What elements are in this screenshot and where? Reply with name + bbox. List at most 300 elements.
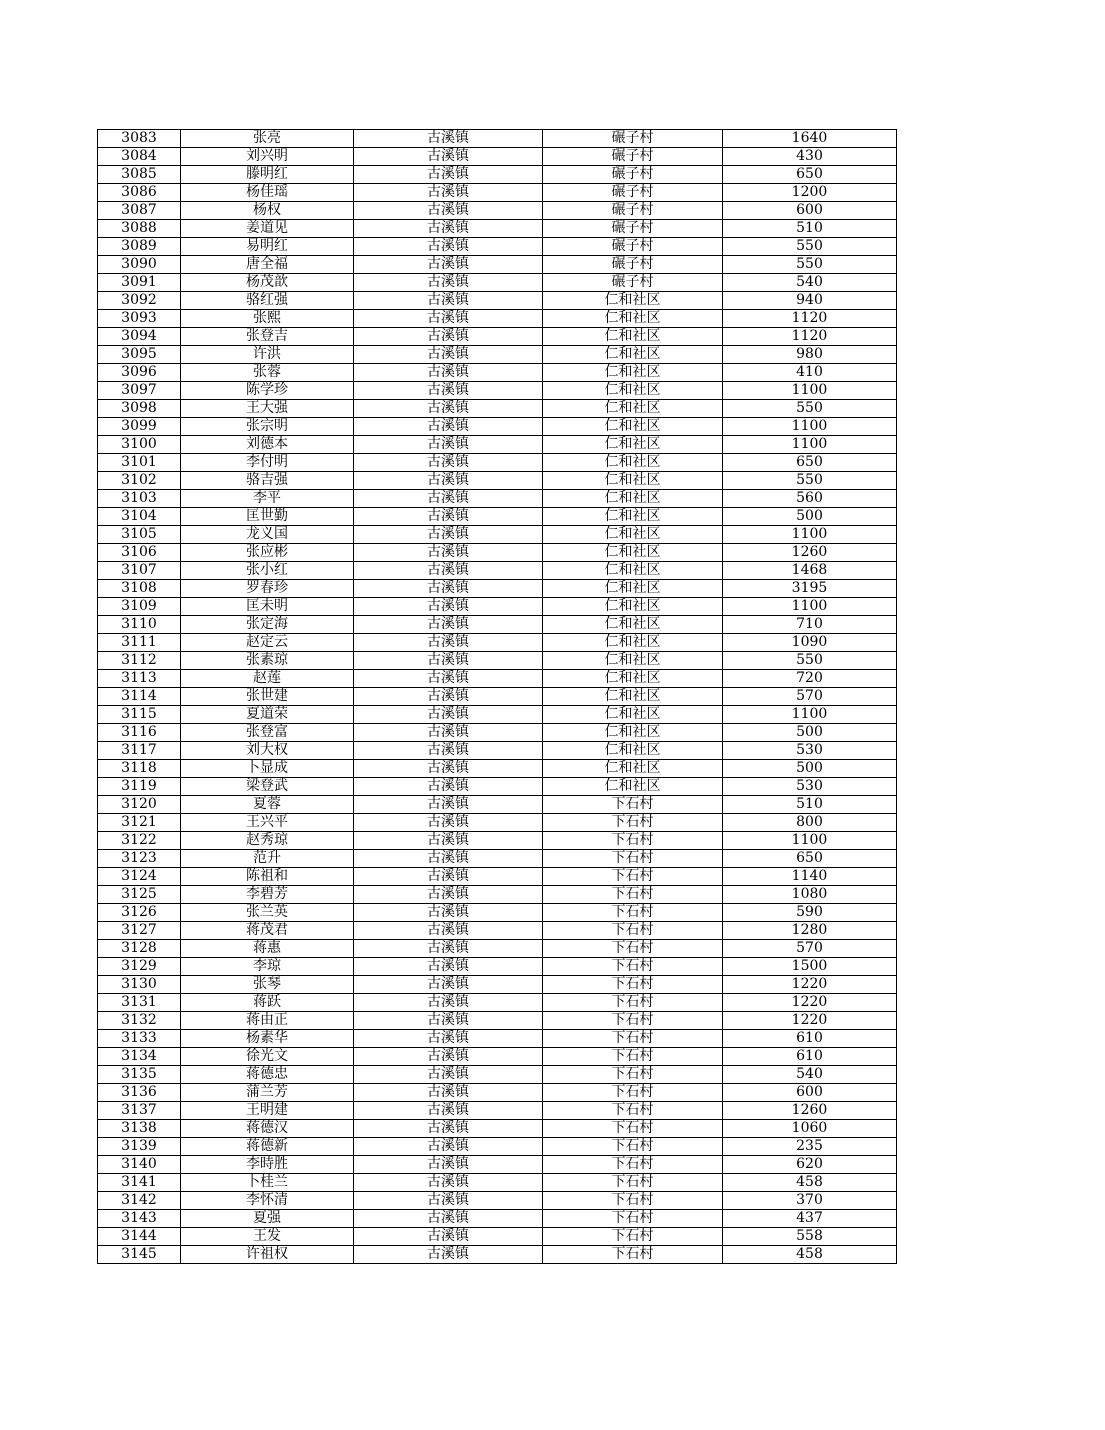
name-cell: 蒋茂君 — [181, 922, 354, 940]
town-cell: 古溪镇 — [354, 706, 543, 724]
row-number-cell: 3141 — [98, 1174, 181, 1192]
name-cell: 蒲兰芳 — [181, 1084, 354, 1102]
row-number-cell: 3112 — [98, 652, 181, 670]
town-cell: 古溪镇 — [354, 1138, 543, 1156]
row-number-cell: 3122 — [98, 832, 181, 850]
village-cell: 下石村 — [543, 1012, 723, 1030]
row-number-cell: 3109 — [98, 598, 181, 616]
name-cell: 许洪 — [181, 346, 354, 364]
table-row — [98, 130, 897, 148]
row-number-cell: 3093 — [98, 310, 181, 328]
table-row — [98, 508, 897, 526]
name-cell: 蒋跃 — [181, 994, 354, 1012]
town-cell: 古溪镇 — [354, 1030, 543, 1048]
village-cell: 仁和社区 — [543, 508, 723, 526]
name-cell: 张小红 — [181, 562, 354, 580]
village-cell: 仁和社区 — [543, 346, 723, 364]
village-cell: 仁和社区 — [543, 652, 723, 670]
row-number-cell: 3125 — [98, 886, 181, 904]
town-cell: 古溪镇 — [354, 670, 543, 688]
name-cell: 蒋德汉 — [181, 1120, 354, 1138]
town-cell: 古溪镇 — [354, 940, 543, 958]
table-row — [98, 886, 897, 904]
row-number-cell: 3091 — [98, 274, 181, 292]
table-row — [98, 994, 897, 1012]
name-cell: 易明红 — [181, 238, 354, 256]
village-cell: 下石村 — [543, 1066, 723, 1084]
village-cell: 下石村 — [543, 886, 723, 904]
amount-cell: 570 — [723, 940, 897, 958]
town-cell: 古溪镇 — [354, 328, 543, 346]
village-cell: 仁和社区 — [543, 580, 723, 598]
amount-cell: 1100 — [723, 706, 897, 724]
row-number-cell: 3094 — [98, 328, 181, 346]
town-cell: 古溪镇 — [354, 832, 543, 850]
name-cell: 张蓉 — [181, 364, 354, 382]
town-cell: 古溪镇 — [354, 472, 543, 490]
table-row — [98, 634, 897, 652]
amount-cell: 458 — [723, 1246, 897, 1264]
row-number-cell: 3118 — [98, 760, 181, 778]
amount-cell: 1100 — [723, 418, 897, 436]
name-cell: 骆吉强 — [181, 472, 354, 490]
village-cell: 下石村 — [543, 1156, 723, 1174]
row-number-cell: 3102 — [98, 472, 181, 490]
village-cell: 仁和社区 — [543, 706, 723, 724]
amount-cell: 558 — [723, 1228, 897, 1246]
village-cell: 碾子村 — [543, 256, 723, 274]
town-cell: 古溪镇 — [354, 1246, 543, 1264]
amount-cell: 550 — [723, 238, 897, 256]
amount-cell: 590 — [723, 904, 897, 922]
name-cell: 赵秀琼 — [181, 832, 354, 850]
town-cell: 古溪镇 — [354, 274, 543, 292]
village-cell: 下石村 — [543, 1120, 723, 1138]
village-cell: 仁和社区 — [543, 418, 723, 436]
name-cell: 骆红强 — [181, 292, 354, 310]
row-number-cell: 3136 — [98, 1084, 181, 1102]
village-cell: 仁和社区 — [543, 562, 723, 580]
amount-cell: 570 — [723, 688, 897, 706]
village-cell: 仁和社区 — [543, 328, 723, 346]
village-cell: 下石村 — [543, 922, 723, 940]
table-row — [98, 1084, 897, 1102]
table-row — [98, 832, 897, 850]
row-number-cell: 3143 — [98, 1210, 181, 1228]
village-cell: 仁和社区 — [543, 310, 723, 328]
amount-cell: 610 — [723, 1048, 897, 1066]
row-number-cell: 3116 — [98, 724, 181, 742]
table-row — [98, 400, 897, 418]
row-number-cell: 3142 — [98, 1192, 181, 1210]
amount-cell: 710 — [723, 616, 897, 634]
name-cell: 龙义国 — [181, 526, 354, 544]
table-row — [98, 598, 897, 616]
amount-cell: 1640 — [723, 130, 897, 148]
table-row — [98, 382, 897, 400]
table-row — [98, 1030, 897, 1048]
amount-cell: 430 — [723, 148, 897, 166]
table-row — [98, 1192, 897, 1210]
table-row — [98, 868, 897, 886]
town-cell: 古溪镇 — [354, 130, 543, 148]
amount-cell: 1260 — [723, 544, 897, 562]
amount-cell: 980 — [723, 346, 897, 364]
amount-cell: 1100 — [723, 526, 897, 544]
village-cell: 下石村 — [543, 1030, 723, 1048]
table-row — [98, 166, 897, 184]
village-cell: 下石村 — [543, 796, 723, 814]
village-cell: 碾子村 — [543, 274, 723, 292]
row-number-cell: 3133 — [98, 1030, 181, 1048]
town-cell: 古溪镇 — [354, 688, 543, 706]
amount-cell: 1100 — [723, 436, 897, 454]
name-cell: 夏强 — [181, 1210, 354, 1228]
name-cell: 杨权 — [181, 202, 354, 220]
village-cell: 下石村 — [543, 850, 723, 868]
row-number-cell: 3119 — [98, 778, 181, 796]
name-cell: 李付明 — [181, 454, 354, 472]
amount-cell: 1140 — [723, 868, 897, 886]
town-cell: 古溪镇 — [354, 616, 543, 634]
village-cell: 仁和社区 — [543, 742, 723, 760]
amount-cell: 1220 — [723, 976, 897, 994]
town-cell: 古溪镇 — [354, 724, 543, 742]
table-row — [98, 184, 897, 202]
name-cell: 梁登武 — [181, 778, 354, 796]
table-row — [98, 1156, 897, 1174]
row-number-cell: 3103 — [98, 490, 181, 508]
name-cell: 范升 — [181, 850, 354, 868]
name-cell: 王明建 — [181, 1102, 354, 1120]
village-cell: 仁和社区 — [543, 382, 723, 400]
table-row — [98, 256, 897, 274]
name-cell: 蒋德新 — [181, 1138, 354, 1156]
village-cell: 仁和社区 — [543, 670, 723, 688]
name-cell: 王发 — [181, 1228, 354, 1246]
table-row — [98, 580, 897, 598]
row-number-cell: 3144 — [98, 1228, 181, 1246]
village-cell: 仁和社区 — [543, 634, 723, 652]
village-cell: 仁和社区 — [543, 472, 723, 490]
table-row — [98, 148, 897, 166]
amount-cell: 800 — [723, 814, 897, 832]
amount-cell: 550 — [723, 400, 897, 418]
name-cell: 滕明红 — [181, 166, 354, 184]
amount-cell: 500 — [723, 508, 897, 526]
town-cell: 古溪镇 — [354, 958, 543, 976]
table-row — [98, 652, 897, 670]
village-cell: 仁和社区 — [543, 454, 723, 472]
row-number-cell: 3113 — [98, 670, 181, 688]
table-row — [98, 1228, 897, 1246]
village-cell: 仁和社区 — [543, 400, 723, 418]
amount-cell: 1468 — [723, 562, 897, 580]
name-cell: 李琼 — [181, 958, 354, 976]
table-row — [98, 760, 897, 778]
table-row — [98, 670, 897, 688]
row-number-cell: 3088 — [98, 220, 181, 238]
name-cell: 张应彬 — [181, 544, 354, 562]
town-cell: 古溪镇 — [354, 1174, 543, 1192]
table-row — [98, 1246, 897, 1264]
table-row — [98, 976, 897, 994]
village-cell: 碾子村 — [543, 130, 723, 148]
town-cell: 古溪镇 — [354, 184, 543, 202]
amount-cell: 600 — [723, 1084, 897, 1102]
row-number-cell: 3135 — [98, 1066, 181, 1084]
name-cell: 陈祖和 — [181, 868, 354, 886]
amount-cell: 650 — [723, 166, 897, 184]
town-cell: 古溪镇 — [354, 742, 543, 760]
name-cell: 李碧芳 — [181, 886, 354, 904]
name-cell: 蒋惠 — [181, 940, 354, 958]
row-number-cell: 3138 — [98, 1120, 181, 1138]
amount-cell: 550 — [723, 652, 897, 670]
table-row — [98, 778, 897, 796]
table-row — [98, 1012, 897, 1030]
town-cell: 古溪镇 — [354, 580, 543, 598]
town-cell: 古溪镇 — [354, 148, 543, 166]
row-number-cell: 3107 — [98, 562, 181, 580]
table-row — [98, 1048, 897, 1066]
village-cell: 仁和社区 — [543, 490, 723, 508]
name-cell: 杨佳瑶 — [181, 184, 354, 202]
table-row — [98, 706, 897, 724]
row-number-cell: 3096 — [98, 364, 181, 382]
town-cell: 古溪镇 — [354, 868, 543, 886]
table-row — [98, 922, 897, 940]
town-cell: 古溪镇 — [354, 490, 543, 508]
name-cell: 卜显成 — [181, 760, 354, 778]
table-row — [98, 1210, 897, 1228]
row-number-cell: 3120 — [98, 796, 181, 814]
town-cell: 古溪镇 — [354, 1084, 543, 1102]
table-row — [98, 1066, 897, 1084]
village-cell: 下石村 — [543, 1102, 723, 1120]
row-number-cell: 3145 — [98, 1246, 181, 1264]
town-cell: 古溪镇 — [354, 310, 543, 328]
amount-cell: 510 — [723, 220, 897, 238]
village-cell: 下石村 — [543, 832, 723, 850]
table-row — [98, 436, 897, 454]
row-number-cell: 3089 — [98, 238, 181, 256]
amount-cell: 1100 — [723, 598, 897, 616]
town-cell: 古溪镇 — [354, 598, 543, 616]
town-cell: 古溪镇 — [354, 292, 543, 310]
name-cell: 张宗明 — [181, 418, 354, 436]
row-number-cell: 3132 — [98, 1012, 181, 1030]
row-number-cell: 3127 — [98, 922, 181, 940]
village-cell: 碾子村 — [543, 202, 723, 220]
amount-cell: 560 — [723, 490, 897, 508]
village-cell: 下石村 — [543, 1048, 723, 1066]
row-number-cell: 3085 — [98, 166, 181, 184]
amount-cell: 1080 — [723, 886, 897, 904]
name-cell: 刘德本 — [181, 436, 354, 454]
town-cell: 古溪镇 — [354, 1120, 543, 1138]
amount-cell: 1120 — [723, 328, 897, 346]
town-cell: 古溪镇 — [354, 346, 543, 364]
amount-cell: 650 — [723, 454, 897, 472]
amount-cell: 500 — [723, 724, 897, 742]
table-row — [98, 454, 897, 472]
name-cell: 张亮 — [181, 130, 354, 148]
amount-cell: 1220 — [723, 1012, 897, 1030]
village-cell: 下石村 — [543, 1192, 723, 1210]
amount-cell: 650 — [723, 850, 897, 868]
village-cell: 碾子村 — [543, 184, 723, 202]
table-row — [98, 544, 897, 562]
name-cell: 姜道见 — [181, 220, 354, 238]
row-number-cell: 3129 — [98, 958, 181, 976]
row-number-cell: 3105 — [98, 526, 181, 544]
name-cell: 杨茂歆 — [181, 274, 354, 292]
name-cell: 蒋德忠 — [181, 1066, 354, 1084]
amount-cell: 550 — [723, 256, 897, 274]
town-cell: 古溪镇 — [354, 652, 543, 670]
table-body — [98, 130, 897, 1264]
name-cell: 李怀清 — [181, 1192, 354, 1210]
amount-cell: 1280 — [723, 922, 897, 940]
village-cell: 仁和社区 — [543, 526, 723, 544]
name-cell: 杨素华 — [181, 1030, 354, 1048]
row-number-cell: 3134 — [98, 1048, 181, 1066]
town-cell: 古溪镇 — [354, 1210, 543, 1228]
row-number-cell: 3124 — [98, 868, 181, 886]
name-cell: 张素琼 — [181, 652, 354, 670]
village-cell: 下石村 — [543, 940, 723, 958]
name-cell: 李時胜 — [181, 1156, 354, 1174]
village-cell: 仁和社区 — [543, 724, 723, 742]
amount-cell: 1500 — [723, 958, 897, 976]
name-cell: 王大强 — [181, 400, 354, 418]
table-row — [98, 328, 897, 346]
name-cell: 许祖权 — [181, 1246, 354, 1264]
amount-cell: 610 — [723, 1030, 897, 1048]
town-cell: 古溪镇 — [354, 1102, 543, 1120]
village-cell: 仁和社区 — [543, 544, 723, 562]
village-cell: 下石村 — [543, 1174, 723, 1192]
table-row — [98, 346, 897, 364]
village-cell: 下石村 — [543, 1210, 723, 1228]
name-cell: 张熙 — [181, 310, 354, 328]
village-cell: 下石村 — [543, 904, 723, 922]
name-cell: 夏道荣 — [181, 706, 354, 724]
row-number-cell: 3098 — [98, 400, 181, 418]
amount-cell: 458 — [723, 1174, 897, 1192]
town-cell: 古溪镇 — [354, 778, 543, 796]
table-row — [98, 310, 897, 328]
town-cell: 古溪镇 — [354, 796, 543, 814]
amount-cell: 720 — [723, 670, 897, 688]
name-cell: 张定海 — [181, 616, 354, 634]
amount-cell: 1260 — [723, 1102, 897, 1120]
amount-cell: 1120 — [723, 310, 897, 328]
village-cell: 仁和社区 — [543, 598, 723, 616]
village-cell: 仁和社区 — [543, 364, 723, 382]
town-cell: 古溪镇 — [354, 922, 543, 940]
name-cell: 张登吉 — [181, 328, 354, 346]
table-row — [98, 1102, 897, 1120]
amount-cell: 540 — [723, 274, 897, 292]
row-number-cell: 3104 — [98, 508, 181, 526]
village-cell: 仁和社区 — [543, 616, 723, 634]
table-row — [98, 490, 897, 508]
data-table — [97, 129, 897, 1264]
village-cell: 仁和社区 — [543, 436, 723, 454]
town-cell: 古溪镇 — [354, 454, 543, 472]
row-number-cell: 3131 — [98, 994, 181, 1012]
town-cell: 古溪镇 — [354, 760, 543, 778]
amount-cell: 600 — [723, 202, 897, 220]
row-number-cell: 3126 — [98, 904, 181, 922]
village-cell: 下石村 — [543, 1228, 723, 1246]
table-row — [98, 724, 897, 742]
town-cell: 古溪镇 — [354, 508, 543, 526]
village-cell: 下石村 — [543, 868, 723, 886]
amount-cell: 1100 — [723, 832, 897, 850]
row-number-cell: 3095 — [98, 346, 181, 364]
amount-cell: 1100 — [723, 382, 897, 400]
amount-cell: 550 — [723, 472, 897, 490]
row-number-cell: 3117 — [98, 742, 181, 760]
row-number-cell: 3111 — [98, 634, 181, 652]
town-cell: 古溪镇 — [354, 634, 543, 652]
amount-cell: 1220 — [723, 994, 897, 1012]
amount-cell: 510 — [723, 796, 897, 814]
village-cell: 仁和社区 — [543, 760, 723, 778]
amount-cell: 3195 — [723, 580, 897, 598]
table-row — [98, 220, 897, 238]
village-cell: 碾子村 — [543, 220, 723, 238]
name-cell: 张世建 — [181, 688, 354, 706]
amount-cell: 1060 — [723, 1120, 897, 1138]
amount-cell: 1200 — [723, 184, 897, 202]
village-cell: 仁和社区 — [543, 688, 723, 706]
table-row — [98, 526, 897, 544]
row-number-cell: 3121 — [98, 814, 181, 832]
table-row — [98, 1120, 897, 1138]
table-row — [98, 616, 897, 634]
amount-cell: 235 — [723, 1138, 897, 1156]
amount-cell: 410 — [723, 364, 897, 382]
row-number-cell: 3106 — [98, 544, 181, 562]
name-cell: 匡世勤 — [181, 508, 354, 526]
town-cell: 古溪镇 — [354, 1156, 543, 1174]
table-row — [98, 1174, 897, 1192]
table-row — [98, 238, 897, 256]
amount-cell: 530 — [723, 778, 897, 796]
town-cell: 古溪镇 — [354, 994, 543, 1012]
row-number-cell: 3090 — [98, 256, 181, 274]
town-cell: 古溪镇 — [354, 1066, 543, 1084]
table-row — [98, 1138, 897, 1156]
town-cell: 古溪镇 — [354, 814, 543, 832]
town-cell: 古溪镇 — [354, 886, 543, 904]
table-row — [98, 364, 897, 382]
town-cell: 古溪镇 — [354, 1228, 543, 1246]
town-cell: 古溪镇 — [354, 976, 543, 994]
row-number-cell: 3130 — [98, 976, 181, 994]
name-cell: 王兴平 — [181, 814, 354, 832]
row-number-cell: 3100 — [98, 436, 181, 454]
row-number-cell: 3115 — [98, 706, 181, 724]
town-cell: 古溪镇 — [354, 1012, 543, 1030]
town-cell: 古溪镇 — [354, 1048, 543, 1066]
name-cell: 赵莲 — [181, 670, 354, 688]
name-cell: 夏蓉 — [181, 796, 354, 814]
